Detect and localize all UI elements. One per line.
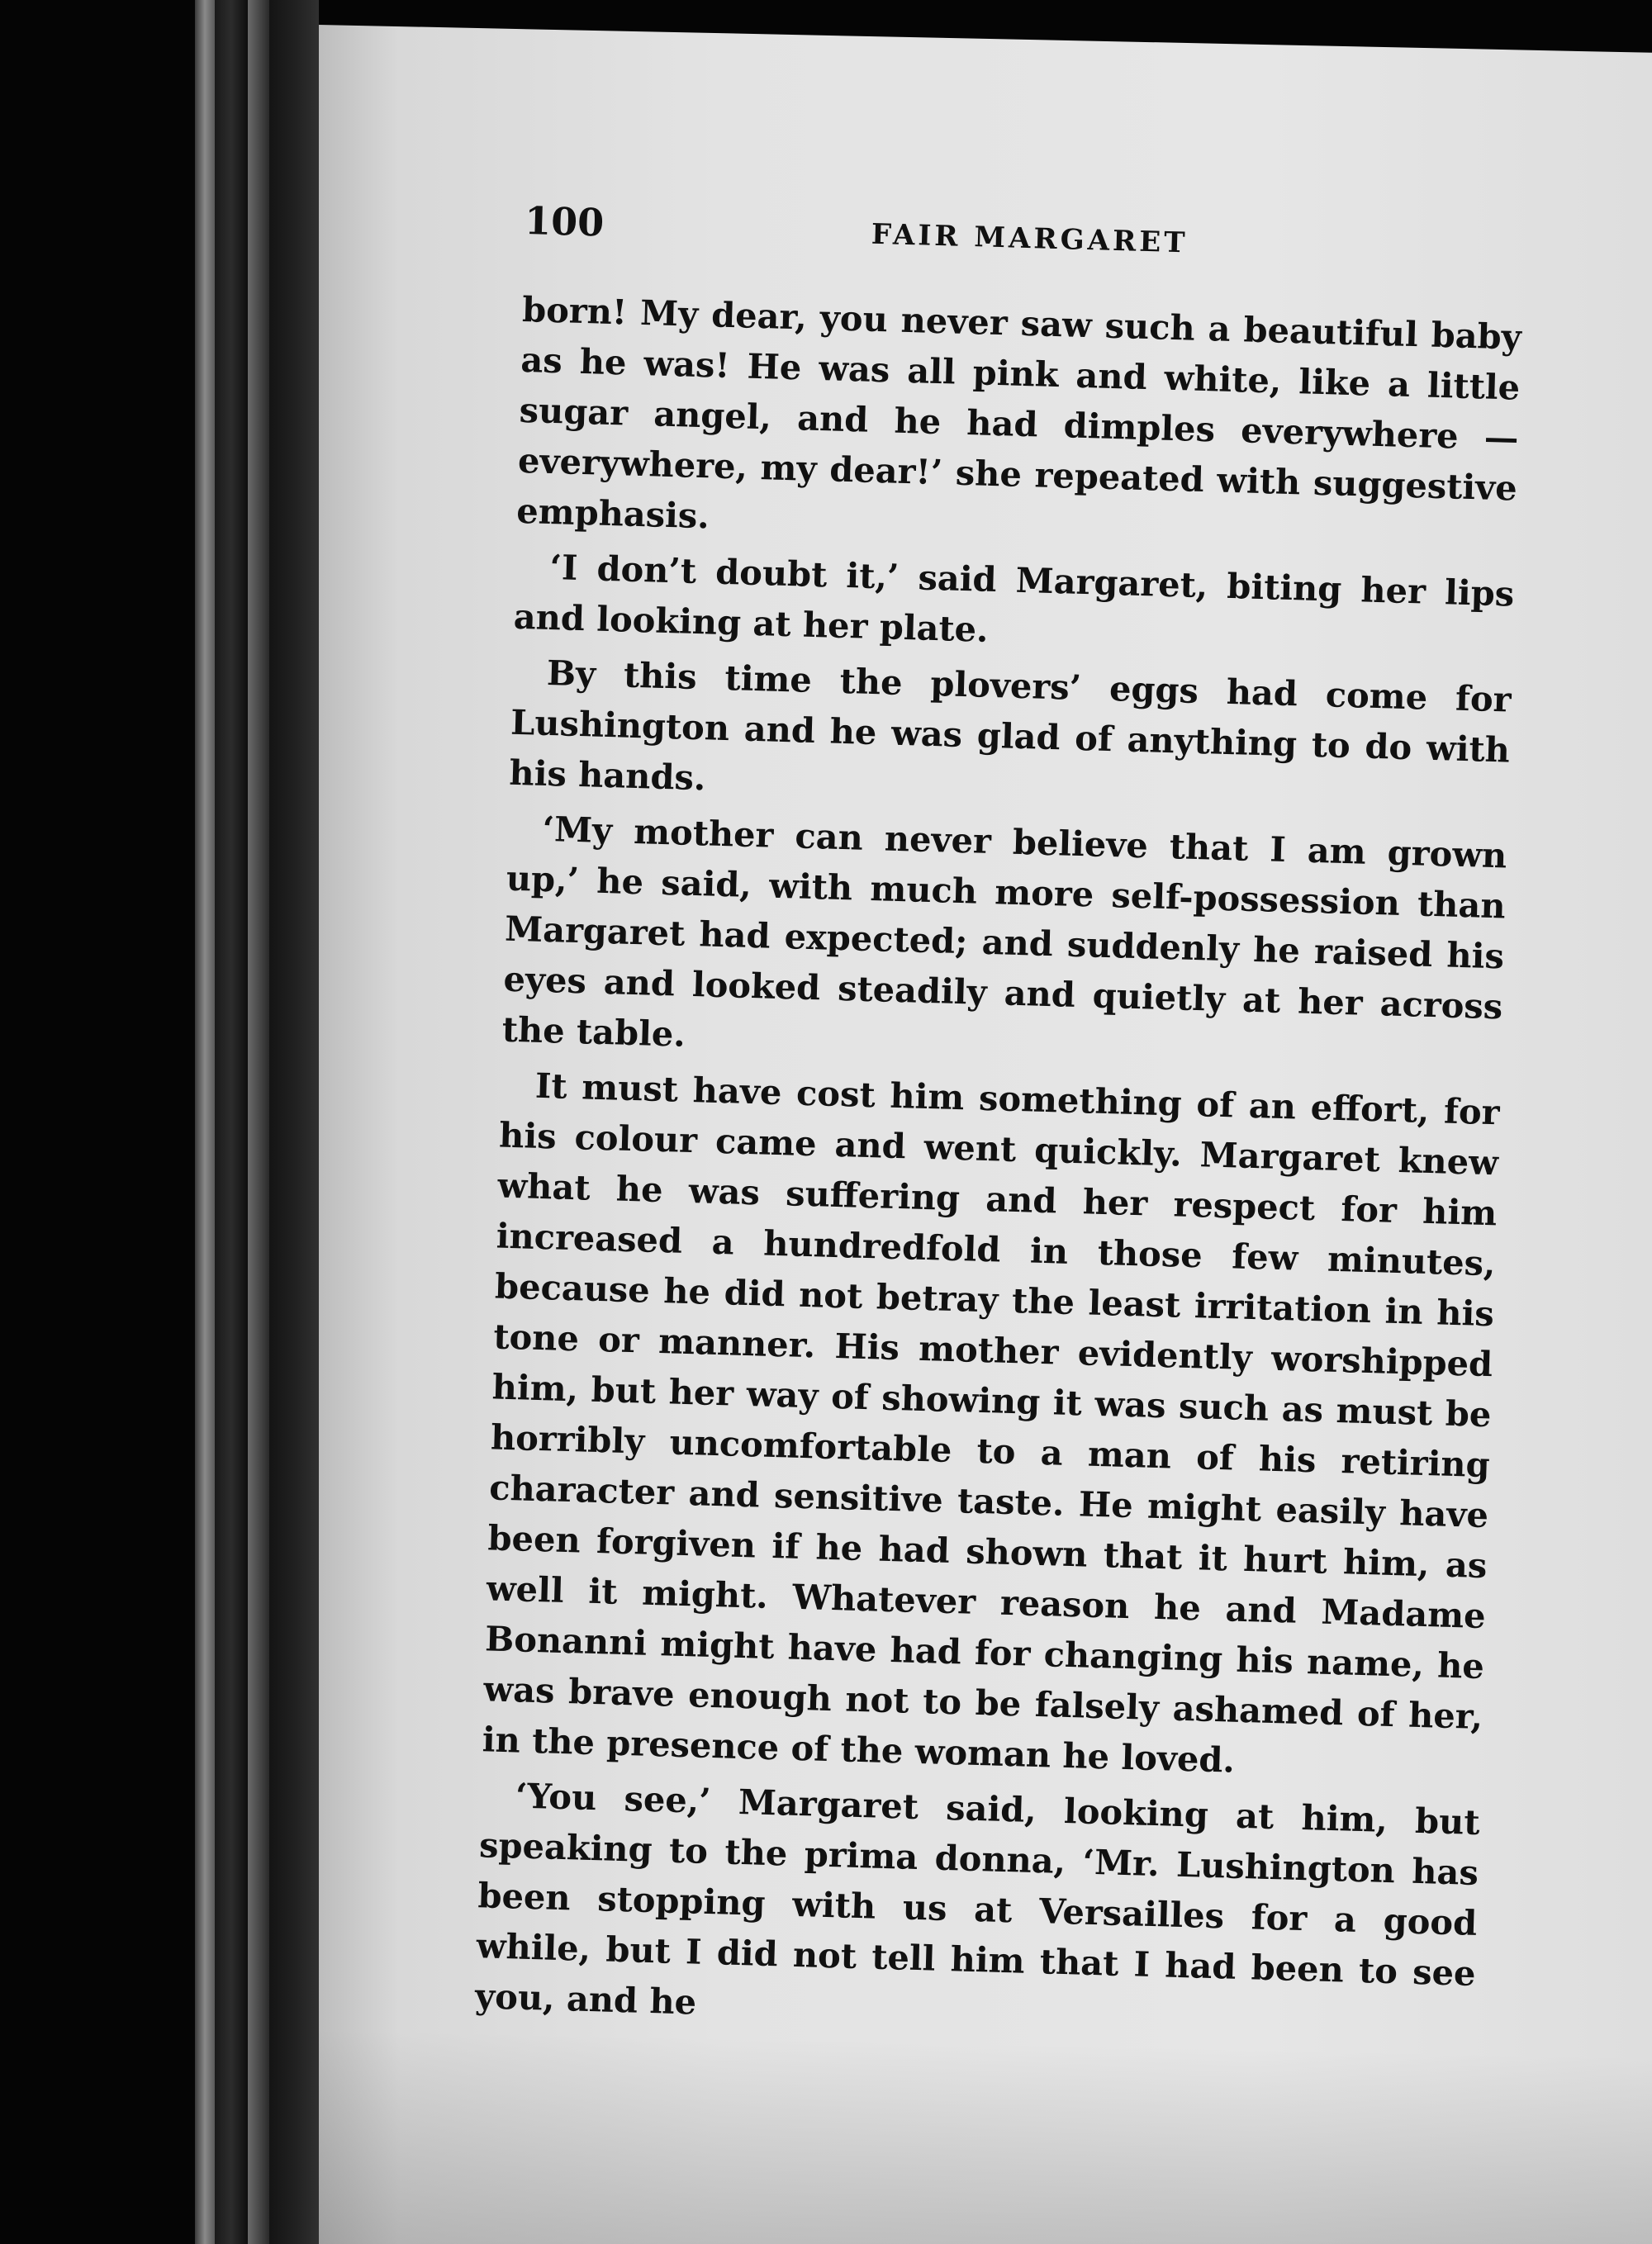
page-number: 100 [524,198,605,245]
book-edge [269,0,319,2244]
page-text [474,198,1524,2054]
paragraph: It must have cost him something of an effort, for his colour came and went quickly. Margaret knew what he was suffering and her respect for him increased a hundredfold in those few minutes, because he did not betray the least irritation in his tone or manner. His mother evidently worshipped him, but her way of showing it was such as must be horribly uncomfortable to a man of his retiring character and sensitive taste. He might easily have been forgiven if he had shown that it hurt him, as well it might. Whatever reason he and Madame Bonanni might have had for changing his name, he was brave enough not to be falsely ashamed of her, in the presence of the woman he loved. [482,1065,1501,1781]
running-title: FAIR MARGARET [871,217,1189,260]
paragraph: ‘I don’t doubt it,’ said Margaret, biting her lips and looking at her plate. [513,547,1515,650]
book-edge [215,0,248,2244]
paragraph: born! My dear, you never saw such a beautiful baby as he was! He was all pink and white, like a little sugar angel, and he had dimples everywhere — everywhere, my dear!’ she repeated with suggestive emphasis. [515,288,1522,537]
book-edge [248,0,269,2244]
book-edge [195,0,215,2244]
paragraph: By this time the plovers’ eggs had come for Lushington and he was glad of anything to do with his hands. [508,652,1512,799]
paragraph: ‘My mother can never believe that I am grown up,’ he said, with much more self-possession than Margaret had expected; and suddenly he raised his eyes and looked steadily and quietly at her across the table. [501,808,1507,1055]
paragraph: ‘You see,’ Margaret said, looking at him, but speaking to the prima donna, ‘Mr. Lushington has been stopping with us at Versailles for a good while, but I did not tell him that I had been to see you, and he [474,1775,1481,2023]
